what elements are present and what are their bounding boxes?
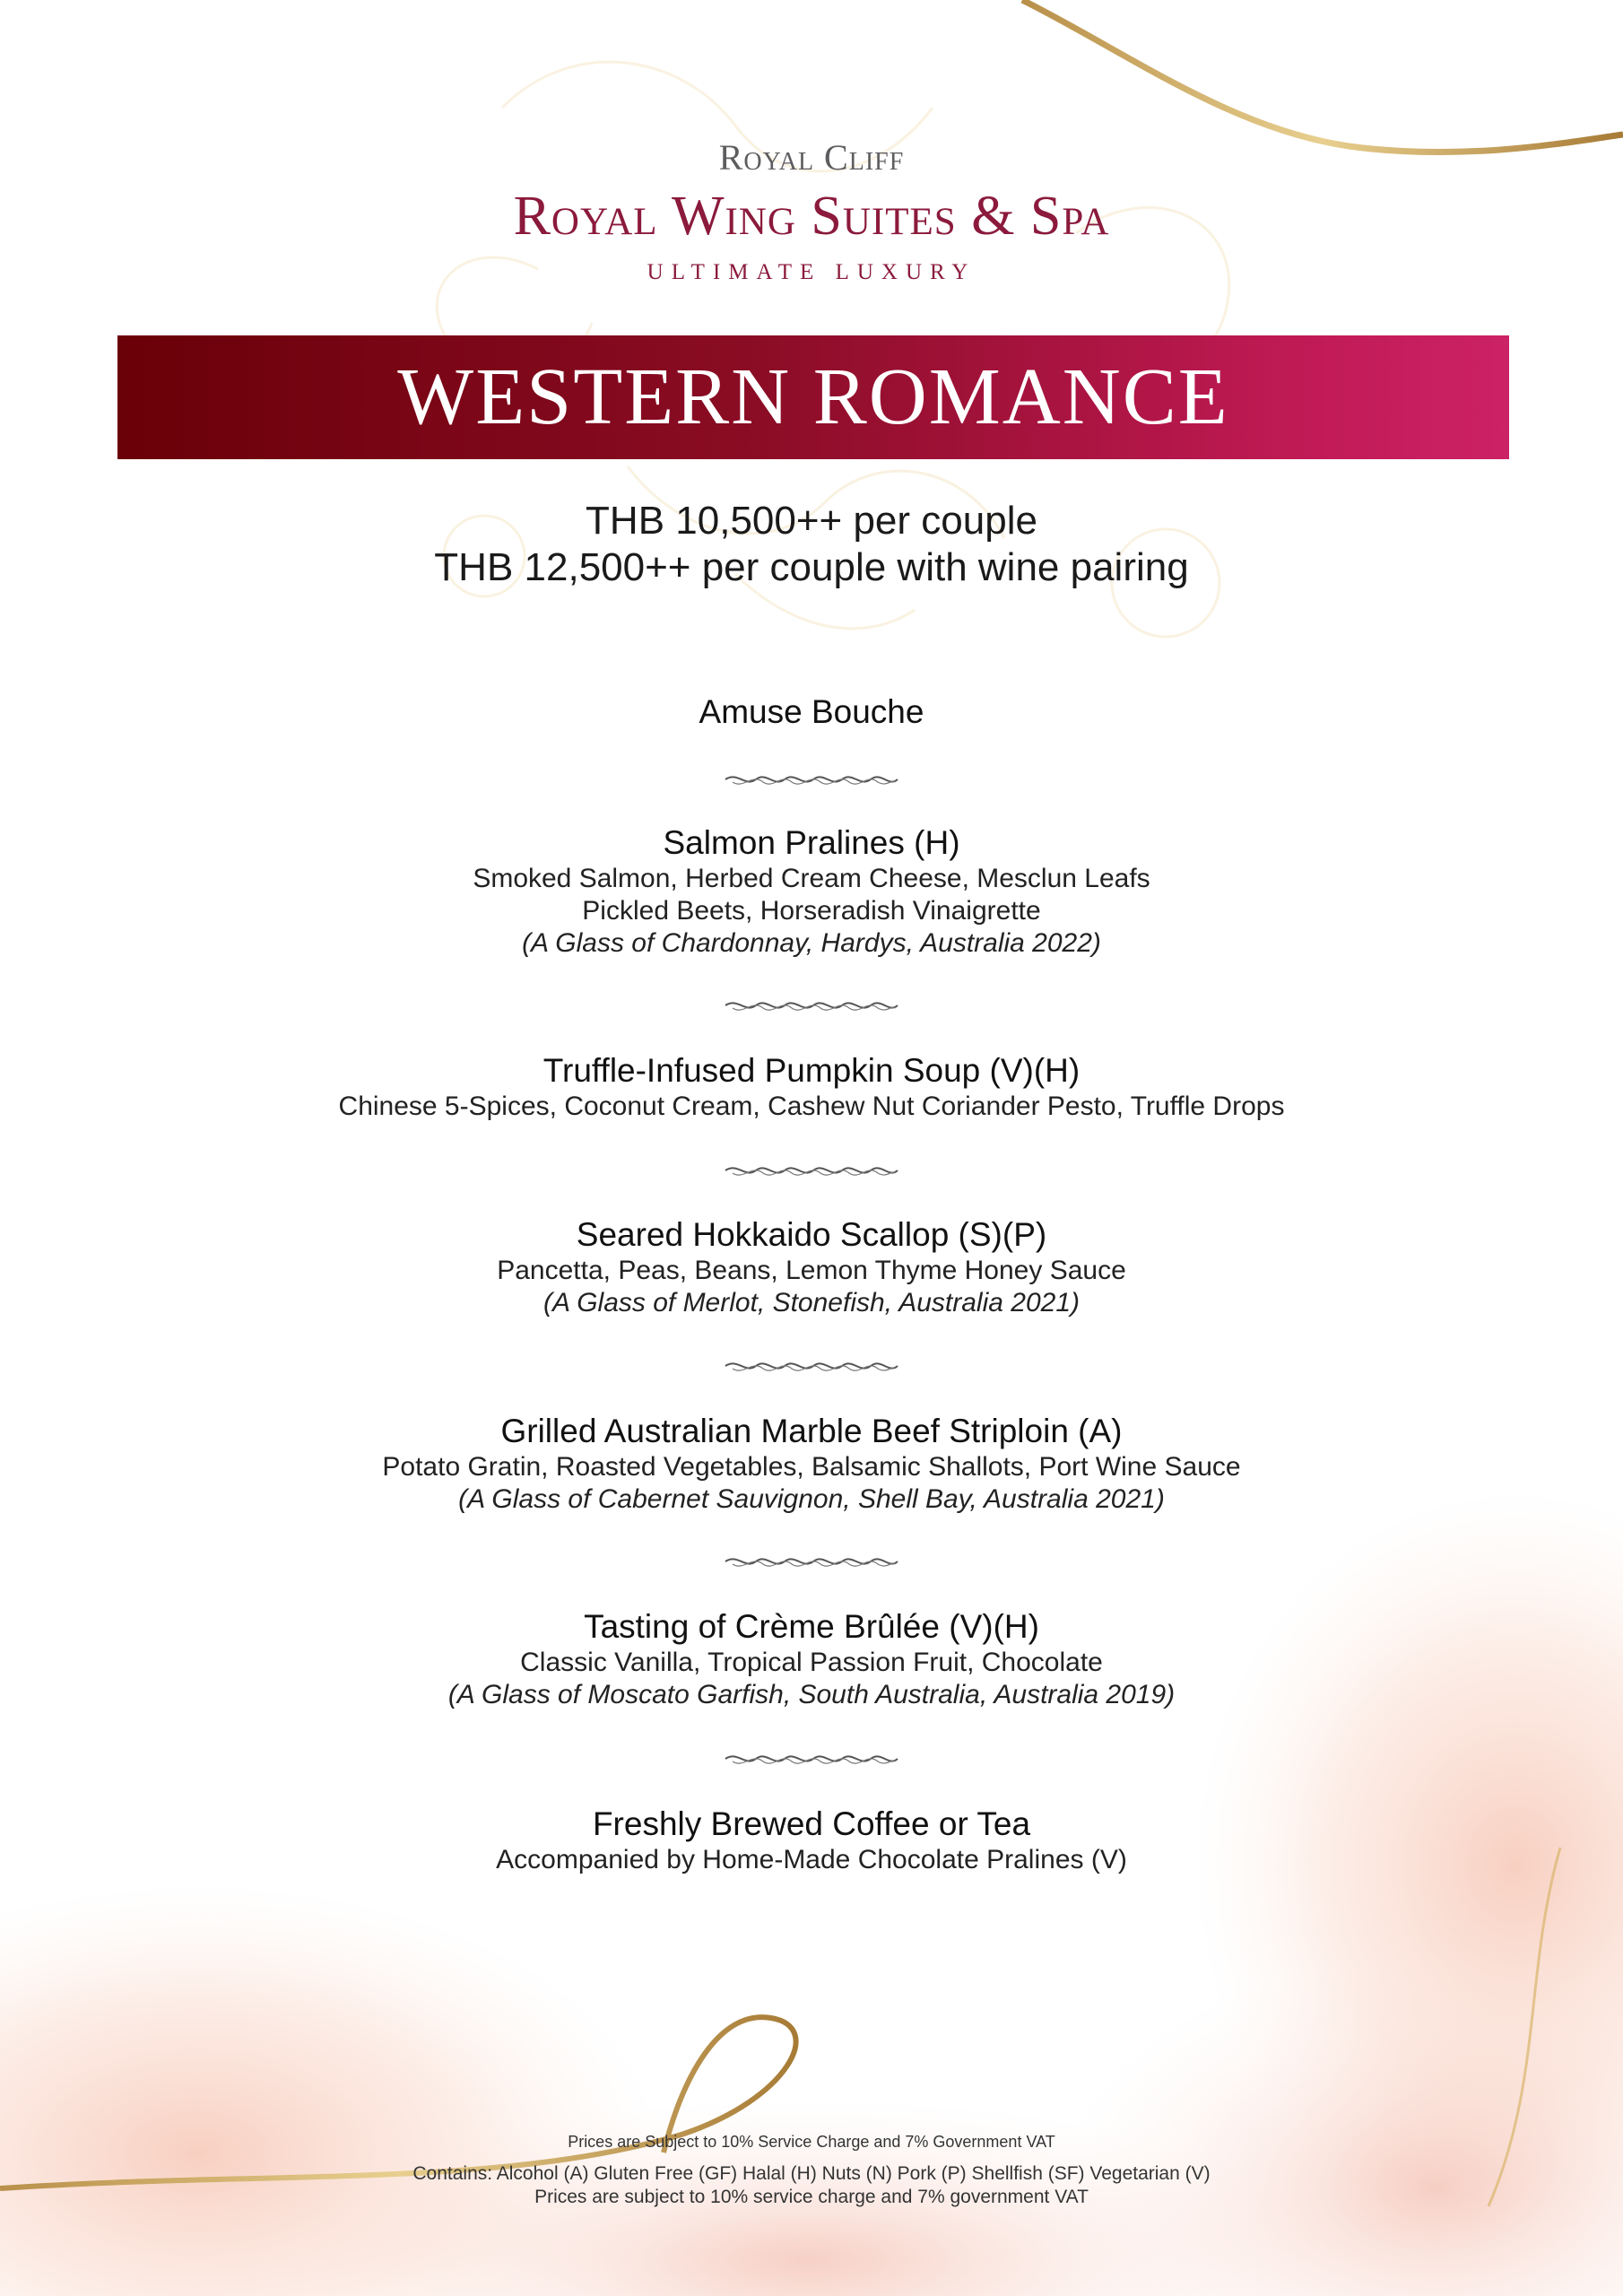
- allergen-legend: Contains: Alcohol (A) Gluten Free (GF) Halal (H) Nuts (N) Pork (P) Shellfish (SF) Vegetarian (V): [412, 2163, 1211, 2184]
- ornament-divider-icon: [722, 996, 901, 1015]
- title-banner: [117, 335, 1509, 459]
- course-description: Pancetta, Peas, Beans, Lemon Thyme Honey Sauce: [497, 1256, 1126, 1285]
- wine-pairing: (A Glass of Moscato Garfish, South Australia, Australia 2019): [447, 1680, 1176, 1709]
- service-charge-note: Prices are Subject to 10% Service Charge and 7% Government VAT: [568, 2133, 1055, 2151]
- ornament-divider-icon: [722, 770, 901, 789]
- ornament-divider-icon: [722, 1552, 901, 1571]
- gold-swoosh-top: [1022, 0, 1623, 152]
- course-name: Tasting of Crème Brûlée (V)(H): [584, 1608, 1039, 1645]
- wine-pairing: (A Glass of Chardonnay, Hardys, Australia 2022): [522, 928, 1101, 958]
- course-description: Classic Vanilla, Tropical Passion Fruit, Chocolate: [520, 1648, 1103, 1677]
- course-description: Potato Gratin, Roasted Vegetables, Balsamic Shallots, Port Wine Sauce: [382, 1452, 1241, 1482]
- wine-pairing: (A Glass of Merlot, Stonefish, Australia 2021): [542, 1288, 1081, 1318]
- wine-pairing: (A Glass of Cabernet Sauvignon, Shell Bay, Australia 2021): [458, 1484, 1165, 1514]
- ornament-divider-icon: [722, 1749, 901, 1769]
- course-hokkaido-scallop: [0, 1215, 1623, 1319]
- watercolor-blush-bottom-right: [1058, 1955, 1623, 2296]
- course-name: Seared Hokkaido Scallop (S)(P): [576, 1216, 1047, 1253]
- course-name: Salmon Pralines (H): [663, 824, 960, 861]
- brand-main: Royal Wing Suites & Spa: [513, 186, 1110, 247]
- course-name: Amuse Bouche: [699, 693, 924, 730]
- course-name: Grilled Australian Marble Beef Striploin (A): [500, 1413, 1123, 1449]
- ornament-divider-icon: [722, 1356, 901, 1376]
- course-name: Truffle-Infused Pumpkin Soup (V)(H): [542, 1052, 1081, 1089]
- course-description: Smoked Salmon, Herbed Cream Cheese, Mesclun Leafs: [473, 864, 1150, 893]
- course-pumpkin-soup: [0, 1051, 1623, 1123]
- brand-tagline: ULTIMATE LUXURY: [647, 260, 976, 284]
- vat-note: Prices are subject to 10% service charge and 7% government VAT: [534, 2187, 1089, 2207]
- ornament-divider-icon: [722, 1161, 901, 1180]
- menu-title: WESTERN ROMANCE: [397, 352, 1229, 441]
- brand-top: Royal Cliff: [718, 137, 905, 178]
- price-with-wine: THB 12,500++ per couple with wine pairing: [434, 545, 1189, 589]
- course-beef-striploin: [0, 1412, 1623, 1516]
- course-amuse-bouche: [0, 692, 1623, 732]
- course-salmon-pralines: [0, 823, 1623, 960]
- course-coffee-tea: [0, 1805, 1623, 1876]
- price-per-couple: THB 10,500++ per couple: [586, 499, 1037, 543]
- course-description: Accompanied by Home-Made Chocolate Pralines (V): [496, 1845, 1127, 1874]
- course-creme-brulee: [0, 1607, 1623, 1711]
- course-description: Pickled Beets, Horseradish Vinaigrette: [582, 896, 1041, 926]
- course-name: Freshly Brewed Coffee or Tea: [592, 1805, 1031, 1842]
- course-description: Chinese 5-Spices, Coconut Cream, Cashew Nut Coriander Pesto, Truffle Drops: [338, 1091, 1285, 1121]
